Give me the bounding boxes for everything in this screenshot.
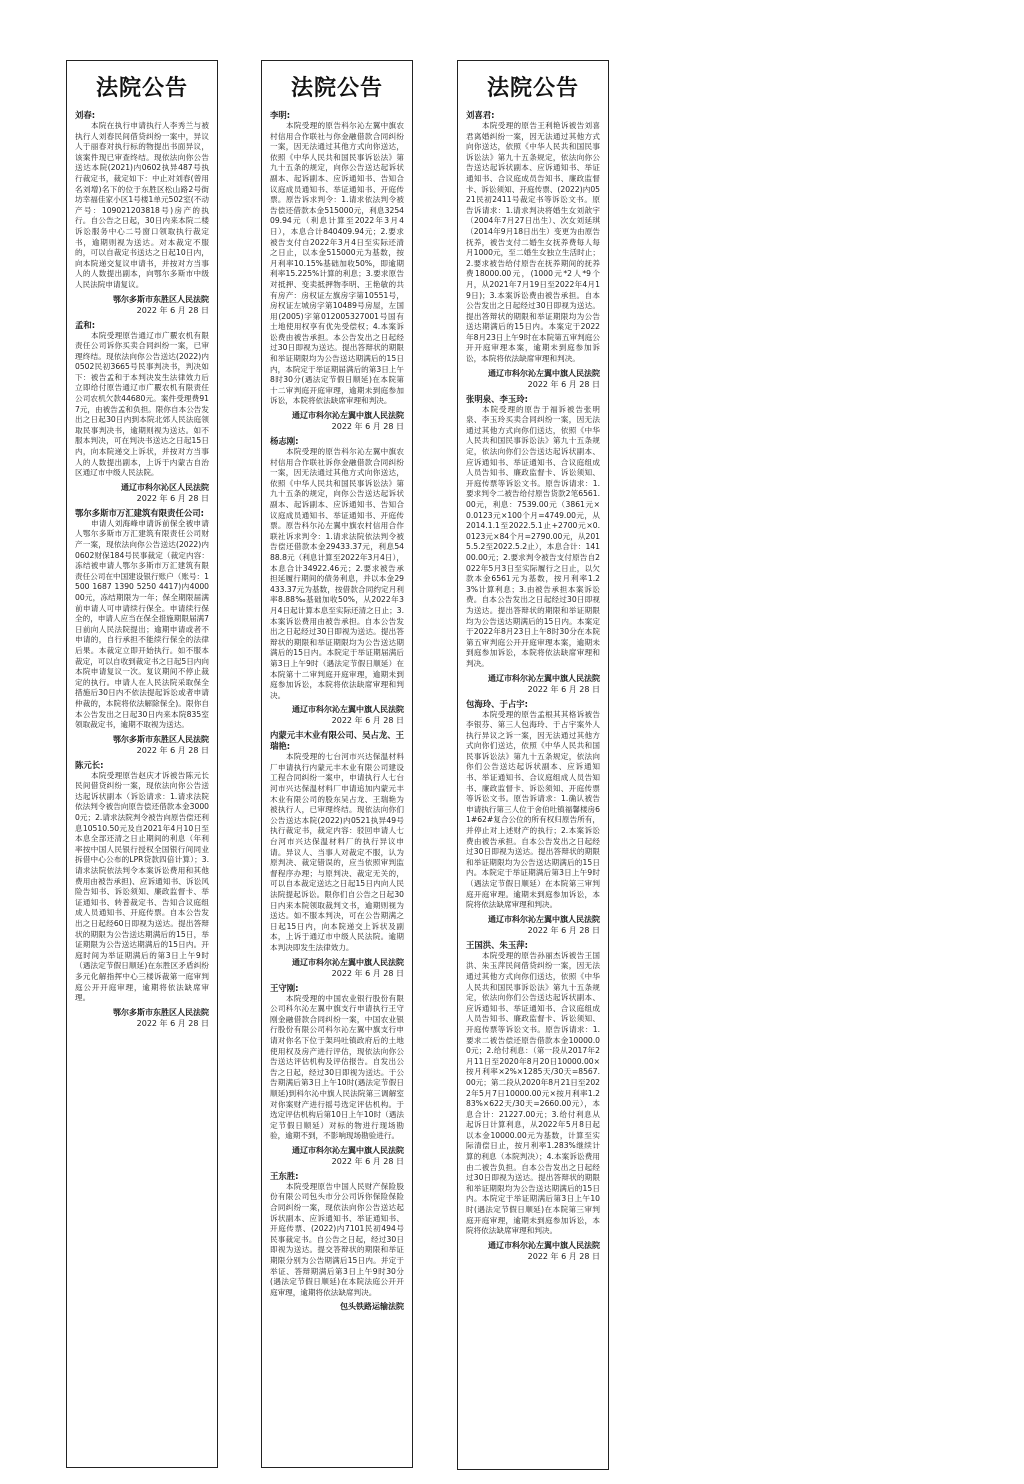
notice-body: 本院在执行申请执行人李秀兰与被执行人刘春民间借贷纠纷一案中，异议人于丽春对执行标的物提出书面异议，该案件现已审查终结。现依法向你公告送达本院(2021)内0602执异487号执行裁定书，裁定如下：中止对刘春(曾用名刘增)名下的位于东胜区松山路2号街坊幸福佳家小区1号楼1单元502室(不动产号：109021203818号)房产的执行。自公告之日起，30日内来本院二楼诉讼服务中心二号窗口领取执行裁定书，逾期则视为送达。对本裁定不服的，可以自裁定书送达之日起10日内，向本院递交复议申请书，并按对方当事人的人数提出副本，向鄂尔多斯市中级人民法院申请复议。 <box>75 121 209 289</box>
notice-body: 本院受理的原告科尔沁左翼中旗农村信用合作联社与你金融借款合同纠纷一案，因无法通过其他方式向你送达，依照《中华人民共和国民事诉讼法》第九十五条的规定，向你公告送达起诉状副本、起诉副本、应诉通知书、告知合议庭成员通知书、举证通知书、开庭传票。原告诉求判令：1.请求依法判令被告偿还借款本金515000元，利息325409.94元（利息计算至2022年3月4日），本息合计840409.94元；2.要求被告支付自2022年3月4日至实际还清之日止，以本金515000元为基数，按月利率10.15%基础加收50%，即逾期利率15.225%计算的利息；3.要求原告对抵押、变卖抵押物李明、王艳敏的共有房产：房权证左旗房字第10551号，房权证左城房字第10489号房屋，左国用(2005)字第012005327001号国有土地使用权享有优先受偿权；4.本案诉讼费由被告承担。本公告发出之日起经过30日即视为送达。提出答辩状的期限和举证期限均为公告送达期满后的15日内，本院定于举证期届满后的第3日上午8时30分(遇法定节假日顺延)在本院第十二审判庭开庭审理，逾期未到庭参加诉讼，本院将依法缺席审理和判决。 <box>270 121 404 406</box>
notice <box>466 394 600 695</box>
notice-court: 通辽市科尔沁左翼中旗人民法院 <box>292 705 404 715</box>
notice-date: 2022 年 6 月 28 日 <box>331 716 404 726</box>
notice-court: 通辽市科尔沁左翼中旗人民法院 <box>292 957 404 967</box>
notice-court: 通辽市科尔沁区人民法院 <box>121 482 209 492</box>
notice-column-3 <box>457 60 609 1470</box>
column-title: 法院公告 <box>290 75 383 101</box>
notice-court: 通辽市科尔沁左翼中旗人民法院 <box>292 411 404 421</box>
notice-court: 通辽市科尔沁左翼中旗人民法院 <box>488 914 600 924</box>
notice-body: 本院受理原告赵庆才诉被告陈元长民间借贷纠纷一案，现依法向你公告送达起诉状副本（诉讼请求：1.请求法院依法判令被告向原告偿还借款本金30000元；2.请求法院判令被告向原告偿还利息10510.50元及自2021年4月10日至本息全部还清之日止期间的利息（年利率按中国人民银行授权全国银行间同业拆借中心公布的LPR贷款四倍计算）；3.请求法院依法判令本案诉讼费用和其他费用由被告承担)、应诉通知书、诉讼风险告知书、诉讼须知、廉政监督卡、举证通知书、转普裁定书、告知合议庭组成人员通知书、开庭传票。自本公告发出之日起经60日即视为送达。提出答辩状的期限为公告送达期满后的15日，举证期限为公告送达期满后的15日内。开庭时间为举证期满后的第3日上午9时（遇法定节假日顺延)在东胜区矛盾纠纷多元化解指挥中心三楼诉裁第一庭审判庭公开开庭审理，逾期将依法缺席审理。 <box>75 770 209 1003</box>
notice-addressee: 李明: <box>270 110 291 120</box>
notice-body: 本院受理原告通辽市广覈农机有限责任公司诉你买卖合同纠纷一案，已审理终结。现依法向你公告送达(2022)内0502民初3665号民事判决书，判决如下：被告孟和于本判决发生法律效力后立即给付原告通辽市广覈农机有限责任公司农机欠款44680元。案件受理费917元，由被告孟和负担。限你自本公告发出之日起30日内到本院北郊人民法庭领取民事判决书，逾期则视为送达。如不服本判决，可在判决书送达之日起15日内，向本院递交上诉状，并按对方当事人的人数提出副本，上诉于内蒙古自治区通辽市中级人民法院。 <box>75 330 209 478</box>
notice-body: 本院受理的原告于福诉被告张明泉、李玉玲买卖合同纠纷一案，因无法通过其他方式向你们送达，依照《中华人民共和国民事诉讼法》第九十五条规定，依法向你们公告送达起诉状副本、应诉通知书、举证通知书、合议庭组成人员告知书、廉政监督卡、诉讼须知、开庭传票等诉讼文书。原告诉请求：1.要求判令二被告给付原告货款2笔6561.00元，利息：7539.00元（3861元×0.0123元×100个月=4749.00元，从2014.1.1至2022.5.1止+2700元×0.0123元×84个月=2790.00元，从2015.5.2至2022.5.2止），本息合计：14100.00元；2.要求判令被告支付原告自2022年5月3日至实际履行之日止，以欠款本金6561元为基数，按月利率1.23%计算利息；3.由被告承担本案诉讼费。自本公告发出之日起经过30日即视为送达。提出答辩状的期限和举证期限均为公告送达期满后的15日内。本案定于2022年8月23日上午8时30分在本院第五审判庭公开开庭审理本案，逾期未到庭参加诉讼，本院将依法缺席审理和判决。 <box>466 404 600 668</box>
notice-court: 包头铁路运输法院 <box>340 1302 404 1312</box>
notice-body: 申请人刘海峰申请诉前保全被申请人鄂尔多斯市万汇建筑有限责任公司财产一案，现依法向你公告送达(2022)内0602财保184号民事裁定（裁定内容：冻结被申请人鄂尔多斯市万汇建筑有限责任公司在中国建设银行账户（账号：1500 1687 1390 5250 4417)内400000元，冻结期限为一年；保全期限届满前申请人可申请续行保全。申请续行保全的，申请人应当在保全措施期限届满7日前向人民法院提出；逾期申请或者不申请的，自行承担不能续行保全的法律后果。本裁定立即开始执行。如不服本裁定，可以自收到裁定书之日起5日内向本院申请复议一次。复议期间不停止裁定的执行。申请人在人民法院采取保全措施后30日内不依法提起诉讼或者申请仲裁的，本院将依法解除保全)。限你自本公告发出之日起30日内来本院835室领取裁定书，逾期不取视为送达。 <box>75 518 209 730</box>
notice <box>270 730 404 978</box>
notice-date: 2022 年 6 月 28 日 <box>527 684 600 694</box>
notice <box>270 436 404 726</box>
notice-addressee: 杨志刚: <box>270 436 299 447</box>
notice-addressee: 王守刚: <box>270 982 299 993</box>
notice <box>75 760 209 1029</box>
notice-date: 2022 年 6 月 28 日 <box>331 968 404 978</box>
notice-body: 本院受理的七台河市兴达保温材料厂申请执行内蒙元丰木业有限公司建设工程合同纠纷一案中，申请执行人七台河市兴达保温材料厂申请追加内蒙元丰木业有限公司的股东吴占龙、王瑞艳为被执行人，已审理终结。现依法向你们公告送达本院(2022)内0521执异49号执行裁定书，裁定内容：驳回申请人七台河市兴达保温材料厂的执行异议申请。异议人、当事人对裁定不服，认为原判决、裁定错误的，应当依照审判监督程序办理；与原判决、裁定无关的，可以自本裁定送达之日起15日内向人民法院提起诉讼。限你们自公告之日起30日内来本院领取裁判文书，逾期则视为送达。如不服本判决，可在公告期满之日起15日内，向本院递交上诉状及副本，上诉于通辽市中级人民法院。逾期本判决即发生法律效力。 <box>270 752 404 952</box>
notice-court: 鄂尔多斯市东胜区人民法院 <box>113 294 209 304</box>
notice-date: 2022 年 6 月 28 日 <box>136 745 209 755</box>
notice <box>270 1171 404 1313</box>
notice-addressee: 刘春: <box>75 110 96 120</box>
notice-body: 本院受理的原告科尔沁左翼中旗农村信用合作联社诉你金融借款合同纠纷一案，因无法通过其他方式向你送达，依照《中华人民共和国民事诉讼法》第九十五条的规定，向你公告送达起诉状副本、起诉副本、应诉通知书、告知合议庭成员通知书、举证通知书、开庭传票。原告科尔沁左翼中旗农村信用合作联社诉求判令：1.请求法院依法判令被告偿还借款本金29433.37元，利息5488.8元（利息计算至2022年3月4日），本息合计34922.46元；2.要求被告承担延履行期间的债务利息，并以本金29433.37元为基数，按借款合同约定月利率8.88‰基础加收50%，从2022年3月4日起计算本息至实际还清之日止；3.本案诉讼费用由被告承担。自本公告发出之日起经过30日即视为送达。提出答辩状的期限和举证期限均为公告送达期满后的15日内。本院定于举证期届满后第3日上午9时（遇法定节假日顺延）在本院第十二审判庭开庭审理，逾期未到庭参加诉讼，本院将依法缺席审理和判决。 <box>270 447 404 700</box>
notice-court: 通辽市科尔沁左翼中旗人民法院 <box>292 1145 404 1155</box>
column-title: 法院公告 <box>486 75 579 101</box>
notice-body: 本院受理的原告王利艳诉被告刘喜君离婚纠纷一案，因无法通过其他方式向你送达，依照《中华人民共和国民事诉讼法》第九十五条规定，依法向你公告送达起诉状副本、应诉通知书、举证通知书、合议庭成员告知书、廉政监督卡、诉讼须知、开庭传票、(2022)内0521民初2411号裁定书等诉讼文书。原告诉请求：1.请求判决将婚生女刘歆宇（2004年7月27日出生）、次女刘延琪（2014年9月18日出生）变更为由原告抚养，被告支付二婚生女抚养费每人每月1000元，至二婚生女独立生活时止；2.要求被告给付原告在抚养期间的抚养费18000.00元，(1000元*2人*9个月，从2021年7月19日至2022年4月19日)；3.本案诉讼费由被告承担。自本公告发出之日起经过30日即视为送达。提出答辩状的期限和举证期限均为公告送达期满后的15日内。本案定于2022年8月23日上午9时在本院第五审判庭公开开庭审理本案，逾期未到庭参加诉讼，本院将依法缺席审理和判决。 <box>466 121 600 364</box>
notice <box>75 110 209 316</box>
notice <box>75 508 209 756</box>
notice <box>75 320 209 504</box>
notice-addressee: 王国洪、朱玉萍: <box>466 939 528 950</box>
notice-body: 本院受理原告中国人民财产保险股份有限公司包头市分公司诉你保险保险合同纠纷一案，现依法向你公告送达起诉状副本、应诉通知书、举证通知书、开庭传票、(2022)内7101民初494号民事裁定书。自公告之日起，经过30日即视为送达。提交答辩状的期限和举证期限分别为公告期满后15日内。并定于举证、答辩期满后第3日上午9时30分(遇法定节假日顺延)在本院法庭公开开庭审理，逾期将依法缺席判决。 <box>270 1181 404 1297</box>
notice-date: 2022 年 6 月 28 日 <box>527 379 600 389</box>
notice-addressee: 包海玲、于占宇: <box>466 698 528 709</box>
notice-date: 2022 年 6 月 28 日 <box>331 1156 404 1166</box>
notice-court: 鄂尔多斯市东胜区人民法院 <box>113 1007 209 1017</box>
notice-date: 2022 年 6 月 28 日 <box>527 925 600 935</box>
notice-column-1 <box>66 60 218 1468</box>
notice-date: 2022 年 6 月 28 日 <box>527 1251 600 1261</box>
column-title: 法院公告 <box>95 75 188 101</box>
notice-date: 2022 年 6 月 28 日 <box>331 422 404 432</box>
notice-addressee: 张明泉、李玉玲: <box>466 393 528 404</box>
notice-addressee: 鄂尔多斯市万汇建筑有限责任公司: <box>75 507 204 518</box>
notice <box>466 940 600 1262</box>
notice-addressee: 刘喜君: <box>466 110 495 120</box>
notice <box>466 110 600 390</box>
notice-addressee: 陈元长: <box>75 759 104 770</box>
notice <box>466 699 600 936</box>
notice-addressee: 内蒙元丰木业有限公司、吴占龙、王瑞艳: <box>270 730 404 752</box>
notice-addressee: 王东胜: <box>270 1170 299 1181</box>
notice-court: 通辽市科尔沁左翼中旗人民法院 <box>488 368 600 378</box>
notice-date: 2022 年 6 月 28 日 <box>136 305 209 315</box>
notice-court: 鄂尔多斯市东胜区人民法院 <box>113 734 209 744</box>
notice-addressee: 孟和: <box>75 319 96 330</box>
notice-body: 本院受理的中国农业银行股份有限公司科尔沁左翼中旗支行申请执行王守刚金融借款合同纠纷一案，中国农业银行股份有限公司科尔沁左翼中旗支行申请对你名下位于架玛吐镇政府后的土地使用权及房产进行评估，现依法向你公告送达评估机构及评估报告。自发出公告之日起，经过30日即视为送达。于公告期满后第3日上午10时(遇法定节假日顺延)到科尔沁中旗人民法院第三调解室对你案财产进行摇号选定评估机构。于选定评估机构后第10日上午10时（遇法定节假日顺延）对标的物进行现场勘验，逾期不到，不影响现场勘验进行。 <box>270 993 404 1141</box>
notice <box>270 983 404 1167</box>
notice-date: 2022 年 6 月 28 日 <box>136 1018 209 1028</box>
notice <box>270 110 404 432</box>
notice-court: 通辽市科尔沁左翼中旗人民法院 <box>488 673 600 683</box>
notice-date: 2022 年 6 月 28 日 <box>136 493 209 503</box>
notice-body: 本院受理的原告孟根其其格诉被告李银芬、第三人包海玲、于占宇案外人执行异议之诉一案，因无法通过其他方式向你们送达，依照《中华人民共和国民事诉讼法》第九十五条规定，依法向你们公告送达起诉状副本、应诉通知书、举证通知书、合议庭组成人员告知书、廉政监督卡、诉讼须知、开庭传票等诉讼文书。原告诉请求：1.确认被告申请执行第三人位于舍伯吐镇福馨楼房61#62#复合公位的所有权归原告所有，并停止对上述财产的执行；2.本案诉讼费由被告承担。自本公告发出之日起经过30日即视为送达。提出答辩状的期限和举证期限均为公告送达期满后的15日内。本院定于举证期满后第3日上午9时（遇法定节假日顺延）在本院第三审判庭开庭审理。逾期未到庭参加诉讼，本院将依法缺席审理和判决。 <box>466 709 600 910</box>
notice-court: 通辽市科尔沁左翼中旗人民法院 <box>488 1240 600 1250</box>
notice-column-2 <box>261 60 413 1468</box>
notice-body: 本院受理的原告孙丽杰诉被告王国洪、朱玉萍民间借贷纠纷一案，因无法通过其他方式向你们送达，依照《中华人民共和国民事诉讼法》第九十五条规定，依法向你们公告送达起诉状副本、应诉通知书、举证通知书、合议庭组成人员告知书、廉政监督卡、诉讼须知、开庭传票等诉讼文书。原告诉请求：1.要求二被告偿还原告借款本金10000.00元；2.给付利息：（第一段从2017年2月11日至2020年8月20日10000.00×按月利率×2%×1285天/30天=8567.00元；第二段从2020年8月21日至2022年5月7日10000.00元×按月利率1.283%×622天/30天=2660.00元），本息合计：21227.00元；3.给付利息从起诉日计算利息，从2022年5月8日起以本金10000.00元为基数，计算至实际清偿日止，按月利率1.283%继续计算的利息（本院判决）；4.本案诉讼费用由二被告负担。自本公告发出之日起经过30日即视为送达。提出答辩状的期限和举证期限均为公告送达期满后的15日内。本院定于举证期满后第3日上午10时(遇法定节假日顺延)在本院第三审判庭开庭审理，逾期未到庭参加诉讼，本院将依法缺席审理和判决。 <box>466 950 600 1236</box>
